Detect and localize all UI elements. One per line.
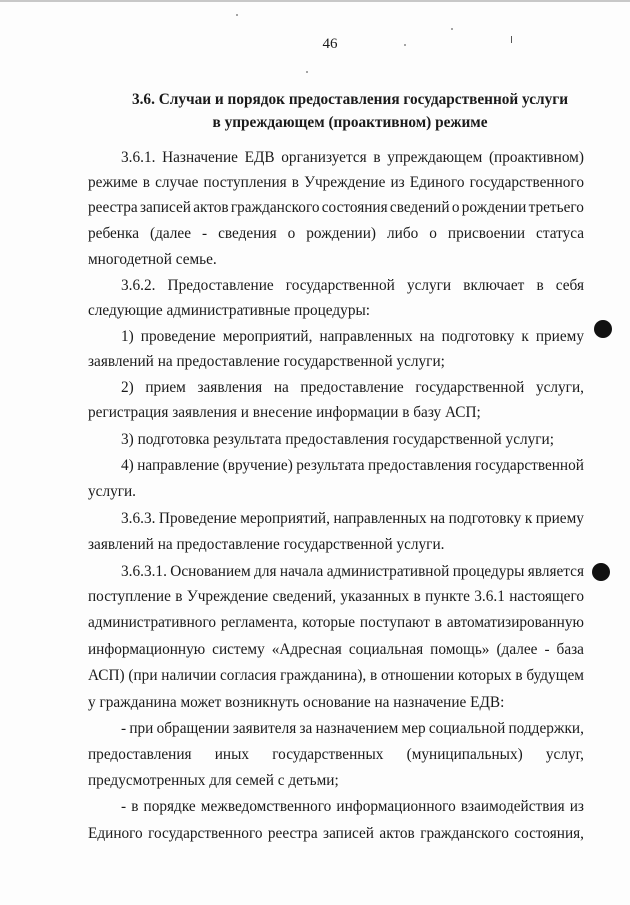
scan-artifact [236,14,238,16]
page-number: 46 [322,36,338,52]
text-line: 1) проведение мероприятий, направленных на подготовку к приему [121,328,584,345]
text-line: 3.6.1. Назначение ЕДВ организуется в упреждающем (проактивном) [121,149,584,166]
text-line: - при обращении заявителя за назначением мер социальной поддержки, [121,720,584,737]
text-line: ребенка (далее - сведения о рождении) либо о присвоении статуса [88,225,584,242]
text-line: у гражданина может возникнуть основание на назначение ЕДВ: [88,694,505,711]
text-line: 3.6.2. Предоставление государственной услуги включает в себя [121,277,584,294]
text-line: следующие административные процедуры: [88,302,370,319]
text-line: 3.6.3. Проведение мероприятий, направленных на подготовку к приему [121,510,584,527]
section-title-line-1: 3.6. Случаи и порядок предоставления государственной услуги [131,91,569,108]
text-line: 4) направление (вручение) результата предоставления государственной [121,457,584,474]
scan-artifact [451,28,453,30]
text-line: заявлений на предоставление государственной услуги. [88,536,445,553]
text-line: услуги. [88,483,137,500]
punch-hole-mark [592,563,610,581]
scan-artifact [306,71,308,73]
section-title [100,88,600,134]
scan-edge-line [0,0,630,2]
text-line: режиме в случае поступления в Учреждение из Единого государственного [88,174,584,191]
section-title-line-2: в упреждающем (проактивном) режиме [212,114,488,131]
text-line: АСП) (при наличии согласия гражданина), в отношении которых в будущем [88,667,584,684]
text-line: административного регламента, которые поступают в автоматизированную [88,614,584,631]
text-line: 3) подготовка результата предоставления государственной услуги; [121,431,554,448]
scan-artifact [511,36,512,43]
text-line: информационную систему «Адресная социальная помощь» (далее - база [88,641,584,658]
text-line: - в порядке межведомственного информационного взаимодействия из [121,798,584,815]
text-line: предусмотренных для семей с детьми; [88,772,339,789]
punch-hole-mark [594,320,612,338]
text-line: заявлений на предоставление государственной услуги; [88,353,445,370]
scan-artifact [404,44,406,46]
text-line: многодетной семье. [88,251,217,268]
text-line: 3.6.3.1. Основанием для начала административной процедуры является [121,563,584,580]
text-line: поступление в Учреждение сведений, указанных в пункте 3.6.1 настоящего [88,588,584,605]
text-line: предоставления иных государственных (муниципальных) услуг, [88,746,584,763]
text-line: 2) прием заявления на предоставление государственной услуги, [121,379,584,396]
text-line: регистрация заявления и внесение информации в базу АСП; [88,404,481,421]
text-line: Единого государственного реестра записей актов гражданского состояния, [88,825,584,842]
text-line: реестра записей актов гражданского состояния сведений о рождении третьего [88,199,584,216]
